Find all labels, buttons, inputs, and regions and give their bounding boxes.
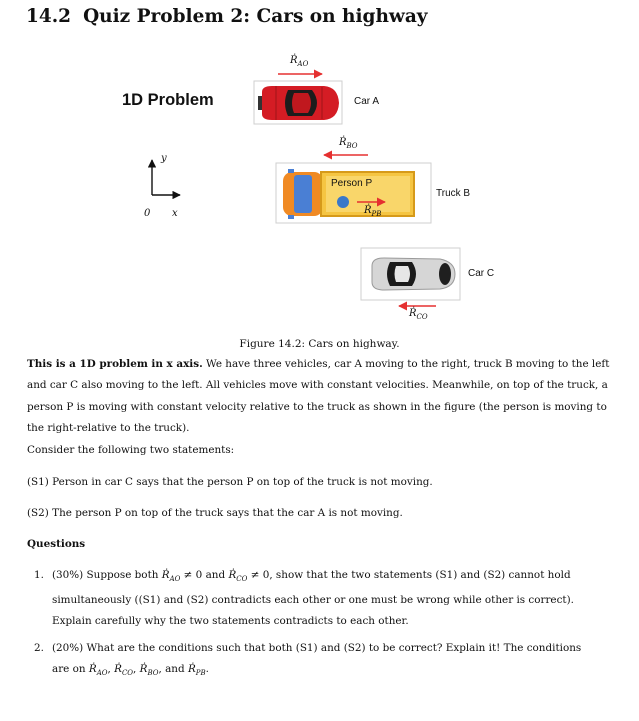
section-title: Quiz Problem 2: Cars on highway [83,6,428,27]
car-c-label: Car C [468,268,495,279]
questions-heading: Questions [27,538,86,550]
coordinate-axes [152,160,180,195]
car-a [254,81,342,124]
origin-label: 0 [144,208,151,219]
problem-label: 1D Problem [122,91,214,109]
truck-b-label: Truck B [436,188,471,199]
statement-s2 [27,503,612,524]
truck-b-velocity-label: Ṙ$_{BO}$ [339,137,358,150]
car-a-velocity-label: Ṙ$_{AO}$ [290,55,309,68]
car-c-velocity-label: Ṙ$_{CO}$ [409,308,428,321]
person-p-velocity-label: Ṙ$_{PB}$ [364,205,382,218]
figure-caption: Figure 14.2: Cars on highway. [239,338,400,350]
person-p-label: Person P [331,178,373,189]
statement-s2-text: The person P on top of the truck says that the car A is not moving. [52,507,403,519]
y-axis-label: y [161,153,167,164]
consider-line: Consider the following two statements: [27,444,235,456]
figure-cars-on-highway [0,0,639,340]
statement-s1-tag: (S1) [27,476,49,488]
statement-s2-tag: (S2) [27,507,49,519]
x-axis-label: x [172,208,178,219]
person-p-marker [337,196,349,208]
question-2: 2. (20%) What are the conditions such that both (S1) and (S2) to be correct? Explain it! The conditions are on Ṙ$_{AO}$, Ṙ$_{CO}$, Ṙ$_{BO}$, and Ṙ$_{PB}$. [34,638,590,684]
intro-text: We have three vehicles, car A moving to the right, truck B moving to the left and car C also moving to the left. All vehicles move with constant velocities. Meanwhile, on top of the truck, a person P is moving with constant velocity relative to the truck as shown in the figure (the person is moving to the right-relative to the truck). [27,358,610,435]
car-a-label: Car A [354,96,380,107]
question-2-number: 2. [34,642,44,654]
intro-paragraph [27,354,612,440]
section-number: 14.2 [26,6,72,27]
question-1: 1. (30%) Suppose both Ṙ$_{AO}$ ≠ 0 and Ṙ$_{CO}$ ≠ 0, show that the two statements (S1) and (S2) cannot hold simultaneously ((S1) and (S2) contradicts each other or one must be wrong while other is correct). Explain carefully why the two statements contradicts to each other. [34,565,590,633]
car-c [361,248,460,300]
question-1-number: 1. [34,569,44,581]
statement-s1-text: Person in car C says that the person P on top of the truck is not moving. [52,476,433,488]
truck-b [276,163,431,223]
statement-s1 [27,472,612,493]
intro-lead: This is a 1D problem in x axis. [27,358,203,370]
